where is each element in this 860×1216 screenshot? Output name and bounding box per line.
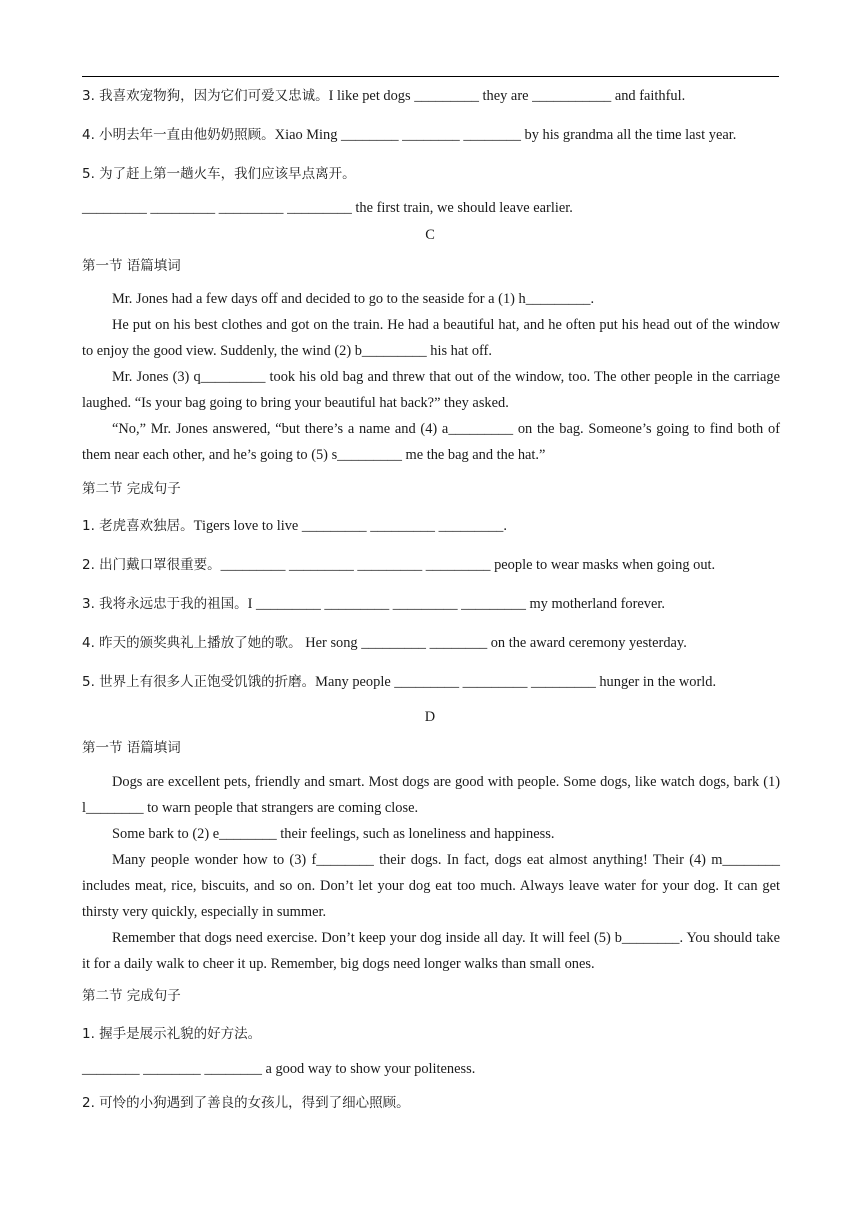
sentence-item — [82, 517, 507, 535]
sentence-item — [82, 556, 715, 574]
sentence-item-chinese: 2. 可怜的小狗遇到了善良的女孩儿，得到了细心照顾。 — [82, 1095, 410, 1111]
sentence-item — [82, 634, 687, 652]
item-chinese: 1. 老虎喜欢独居。 — [82, 518, 194, 534]
top-item-3 — [82, 87, 685, 105]
passage-paragraph: Some bark to (2) e________ their feelings, such as loneliness and happiness. — [112, 826, 555, 842]
item-chinese: 5. 世界上有很多人正饱受饥饿的折磨。 — [82, 674, 316, 690]
item-english: Xiao Ming ________ ________ ________ by his grandma all the time last year. — [274, 127, 737, 143]
item-chinese: 2. 出门戴口罩很重要。 — [82, 557, 221, 573]
passage-paragraph: Remember that dogs need exercise. Don’t keep your dog inside all day. It will feel (5) b________. You should take it for a daily walk to cheer it up. Remember, big dogs need longer walks than small ones. — [82, 930, 780, 972]
item-english: Her song _________ ________ on the award ceremony yesterday. — [301, 635, 687, 651]
section-c-part1-title: 第一节 语篇填词 — [82, 258, 181, 274]
sentence-item — [82, 595, 665, 613]
item-chinese: 3. 我将永远忠于我的祖国。 — [82, 596, 248, 612]
item-chinese: 4. 昨天的颁奖典礼上播放了她的歌。 — [82, 635, 302, 651]
item-english: _________ _________ _________ _________ people to wear masks when going out. — [220, 557, 716, 573]
item-english: I like pet dogs _________ they are ___________ and faithful. — [328, 88, 686, 104]
passage-paragraph: “No,” Mr. Jones answered, “but there’s a name and (4) a_________ on the bag. Someone’s going to find both of them near each other, and he’s going to (5) s_________ me the bag and the hat.” — [82, 421, 780, 463]
header-rule — [82, 76, 779, 77]
sentence-item — [82, 673, 716, 691]
section-letter-c: C — [425, 227, 435, 243]
top-item-4 — [82, 126, 736, 144]
passage-paragraph: Mr. Jones had a few days off and decided to go to the seaside for a (1) h_________. — [112, 291, 595, 307]
top-item-5-answer: _________ _________ _________ _________ the first train, we should leave earlier. — [82, 200, 573, 216]
section-c-part2-title: 第二节 完成句子 — [82, 481, 181, 497]
section-c-passage — [82, 286, 780, 468]
passage-paragraph: Dogs are excellent pets, friendly and smart. Most dogs are good with people. Some dogs, like watch dogs, bark (1) l________ to warn people that strangers are coming close. — [82, 774, 780, 816]
section-d-part1-title: 第一节 语篇填词 — [82, 740, 181, 756]
item-english: Many people _________ _________ _________ hunger in the world. — [315, 674, 717, 690]
item-chinese: 5. 为了赶上第一趟火车，我们应该早点离开。 — [82, 166, 356, 182]
item-english: Tigers love to live _________ _________ _________. — [193, 518, 507, 534]
top-item-5 — [82, 165, 356, 183]
item-chinese: 3. 我喜欢宠物狗，因为它们可爱又忠诚。 — [82, 88, 329, 104]
passage-paragraph: Many people wonder how to (3) f________ their dogs. In fact, dogs eat almost anything! Their (4) m________ includes meat, rice, biscuits, and so on. Don’t let your dog eat too much. Always leave water for your dog. It can get thirsty very quickly, especially in summer. — [82, 852, 780, 920]
section-d-passage — [82, 769, 780, 977]
passage-paragraph: Mr. Jones (3) q_________ took his old bag and threw that out of the window, too. The other people in the carriage laughed. “Is your bag going to bring your beautiful hat back?” they asked. — [82, 369, 780, 411]
item-english: I _________ _________ _________ _________ my motherland forever. — [247, 596, 665, 612]
item-chinese: 4. 小明去年一直由他奶奶照顾。 — [82, 127, 275, 143]
sentence-item-chinese: 1. 握手是展示礼貌的好方法。 — [82, 1026, 262, 1042]
section-letter-d: D — [424, 709, 436, 725]
section-d-part2-title: 第二节 完成句子 — [82, 988, 181, 1004]
sentence-item-answer: ________ ________ ________ a good way to show your politeness. — [82, 1061, 476, 1077]
passage-paragraph: He put on his best clothes and got on the train. He had a beautiful hat, and he often put his head out of the window to enjoy the good view. Suddenly, the wind (2) b_________ his hat off. — [82, 317, 780, 359]
